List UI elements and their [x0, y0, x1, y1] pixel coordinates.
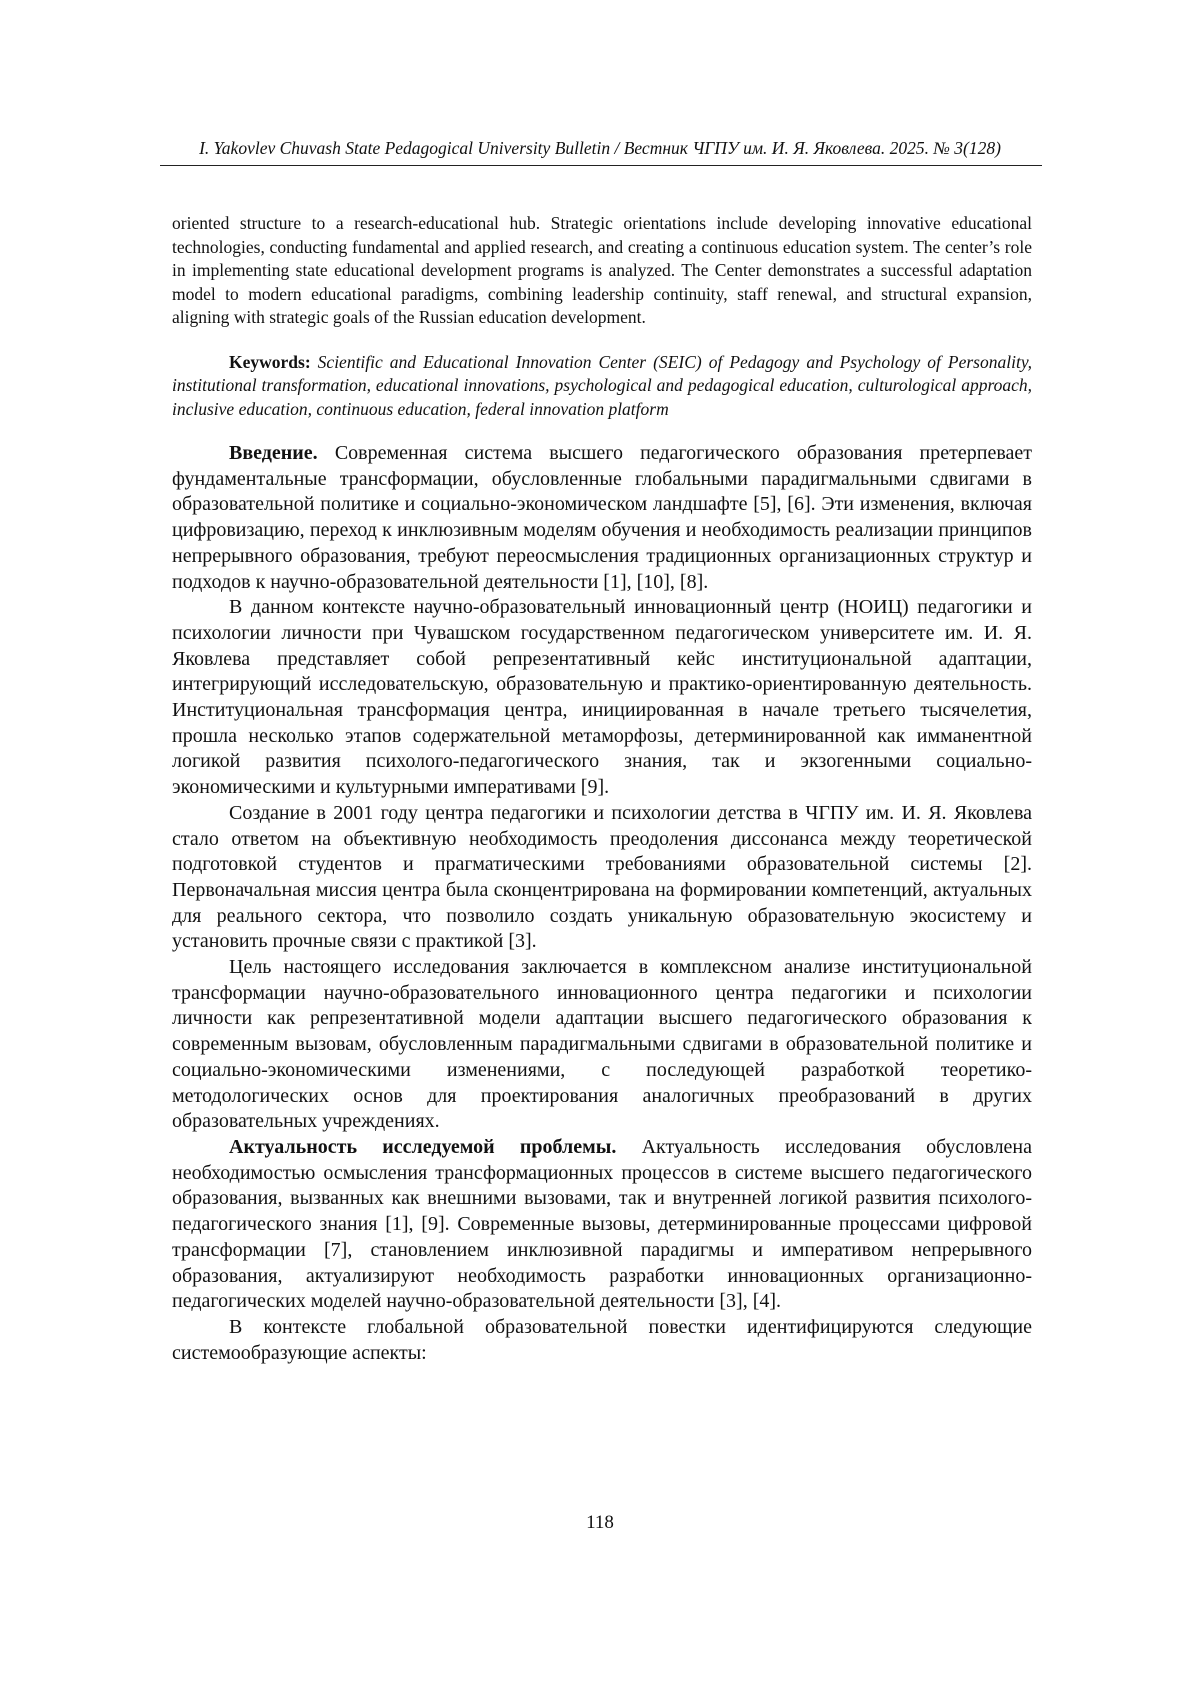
aim-paragraph: Цель настоящего исследования заключается в комплексном анализе институциональной трансформации научно-образовательного инновационного центра педагогики и психологии личности как репрезентативной модели адаптации высшего педагогического образования к современным вызовам, обусловленным парадигмальными сдвигами в образовательной политике и социально-экономическими изменениями, с последующей разработкой теоретико-методологических основ для проектирования аналогичных преобразований в других образовательных учреждениях.: [172, 956, 1032, 1133]
relevance-paragraph: [172, 1135, 1032, 1315]
header-rule: [160, 165, 1042, 166]
running-head: I. Yakovlev Chuvash State Pedagogical University Bulletin / Вестник ЧГПУ им. И. Я. Яковлева. 2025. № 3(128): [199, 138, 1001, 158]
aspects-paragraph: В контексте глобальной образовательной повестки идентифицируются следующие системообразующие аспекты:: [172, 1315, 1032, 1364]
article-body: [172, 441, 1032, 1366]
intro-heading: Введение.: [229, 442, 318, 464]
keywords-block: [172, 351, 1032, 422]
abstract-continuation: oriented structure to a research-educational hub. Strategic orientations include developing innovative educational technologies, conducting fundamental and applied research, and creating a continuous education system. The center’s role in implementing state educational development programs is analyzed. The Center demonstrates a successful adaptation model to modern educational paradigms, combining leadership continuity, staff renewal, and structural expansion, aligning with strategic goals of the Russian education development.: [172, 213, 1032, 327]
keywords-text: Scientific and Educational Innovation Center (SEIC) of Pedagogy and Psychology of Personality, institutional transformation, educational innovations, psychological and pedagogical education, culturological approach, inclusive education, continuous education, federal innovation platform: [172, 351, 1032, 419]
keywords-label: Keywords:: [229, 351, 311, 372]
page-number: 118: [586, 1512, 614, 1533]
intro-paragraph: [172, 441, 1032, 595]
page-content: [172, 212, 1032, 1366]
relevance-heading: Актуальность исследуемой проблемы.: [229, 1135, 617, 1158]
context-paragraph: В данном контексте научно-образовательный инновационный центр (НОИЦ) педагогики и психологии личности при Чувашском государственном педагогическом университете им. И. Я. Яковлева представляет собой репрезентативный кейс институциональной адаптации, интегрирующий исследовательскую, образовательную и практико-ориентированную деятельность. Институциональная трансформация центра, инициированная в начале третьего тысячелетия, прошла несколько этапов содержательной метаморфозы, детерминированной как имманентной логикой развития психолого-педагогического знания, так и экзогенными социально-экономическими и культурными императивами [9].: [172, 596, 1032, 799]
relevance-text: Актуальность исследования обусловлена необходимостью осмысления трансформационных процессов в системе высшего педагогического образования, вызванных как внешними вызовами, так и внутренней логикой развития психолого-педагогического знания [1], [9]. Современные вызовы, детерминированные процессами цифровой трансформации [7], становлением инклюзивной парадигмы и императивом непрерывного образования, актуализируют необходимость разработки инновационных организационно-педагогических моделей научно-образовательной деятельности [3], [4].: [172, 1135, 1033, 1313]
intro-text: Современная система высшего педагогического образования претерпевает фундаментальные трансформации, обусловленные глобальными парадигмальными сдвигами в образовательной политике и социально-экономическом ландшафте [5], [6]. Эти изменения, включая цифровизацию, переход к инклюзивным моделям обучения и необходимость реализации принципов непрерывного образования, требуют переосмысления традиционных организационных структур и подходов к научно-образовательной деятельности [1], [10], [8].: [172, 442, 1032, 593]
history-paragraph: Создание в 2001 году центра педагогики и психологии детства в ЧГПУ им. И. Я. Яковлева стало ответом на объективную необходимость преодоления диссонанса между теоретической подготовкой студентов и прагматическими требованиями образовательной системы [2]. Первоначальная миссия центра была сконцентрирована на формировании компетенций, актуальных для реального сектора, что позволило создать уникальную образовательную экосистему и установить прочные связи с практикой [3].: [172, 801, 1032, 953]
